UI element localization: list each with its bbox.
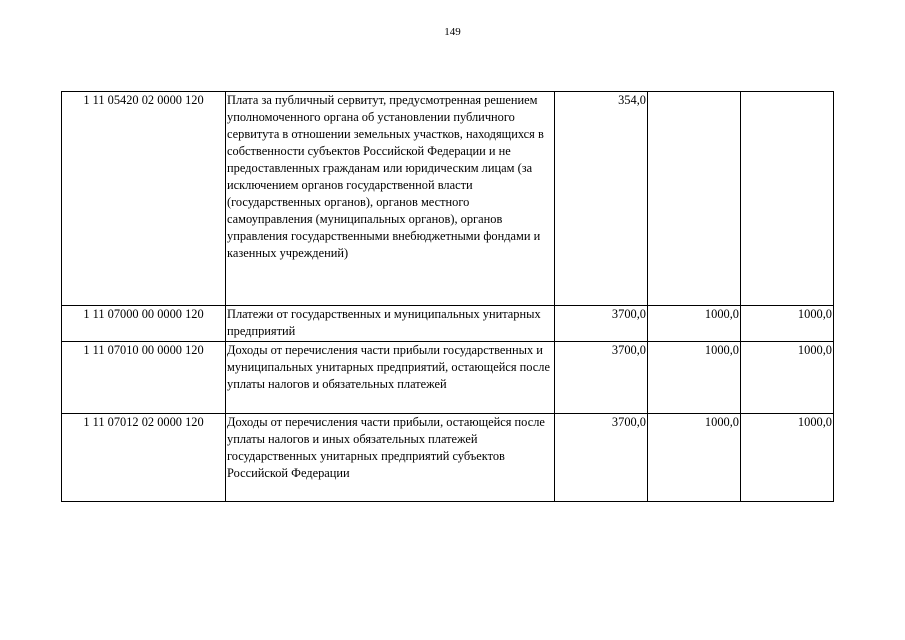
value-cell-2: 1000,0 (648, 342, 741, 414)
description-cell: Доходы от перечисления части прибыли, остающейся после уплаты налогов и иных обязательных платежей государственных унитарных предприятий субъектов Российской Федерации (226, 414, 555, 502)
budget-code-cell: 1 11 05420 02 0000 120 (62, 92, 226, 306)
value-cell-2 (648, 92, 741, 306)
table-row (62, 92, 834, 306)
value-cell-3: 1000,0 (741, 414, 834, 502)
value-cell-3 (741, 92, 834, 306)
description-cell: Доходы от перечисления части прибыли государственных и муниципальных унитарных предприятий, остающейся после уплаты налогов и обязательных платежей (226, 342, 555, 414)
table-row (62, 414, 834, 502)
value-cell-2: 1000,0 (648, 306, 741, 342)
page-number: 149 (444, 26, 461, 38)
table-row (62, 306, 834, 342)
value-cell-1: 354,0 (555, 92, 648, 306)
budget-code-cell: 1 11 07010 00 0000 120 (62, 342, 226, 414)
budget-table (61, 91, 834, 502)
value-cell-1: 3700,0 (555, 306, 648, 342)
description-cell: Плата за публичный сервитут, предусмотренная решением уполномоченного органа об установлении публичного сервитута в отношении земельных участков, находящихся в собственности субъектов Российской Федерации и не предоставленных гражданам или юридическим лицам (за исключением органов государственной власти (государственных органов), органов местного самоуправления (муниципальных органов), органов управления государственными внебюджетными фондами и казенных учреждений) (226, 92, 555, 306)
value-cell-1: 3700,0 (555, 414, 648, 502)
value-cell-3: 1000,0 (741, 306, 834, 342)
budget-code-cell: 1 11 07012 02 0000 120 (62, 414, 226, 502)
description-cell: Платежи от государственных и муниципальных унитарных предприятий (226, 306, 555, 342)
budget-code-cell: 1 11 07000 00 0000 120 (62, 306, 226, 342)
value-cell-1: 3700,0 (555, 342, 648, 414)
table-row (62, 342, 834, 414)
value-cell-3: 1000,0 (741, 342, 834, 414)
value-cell-2: 1000,0 (648, 414, 741, 502)
